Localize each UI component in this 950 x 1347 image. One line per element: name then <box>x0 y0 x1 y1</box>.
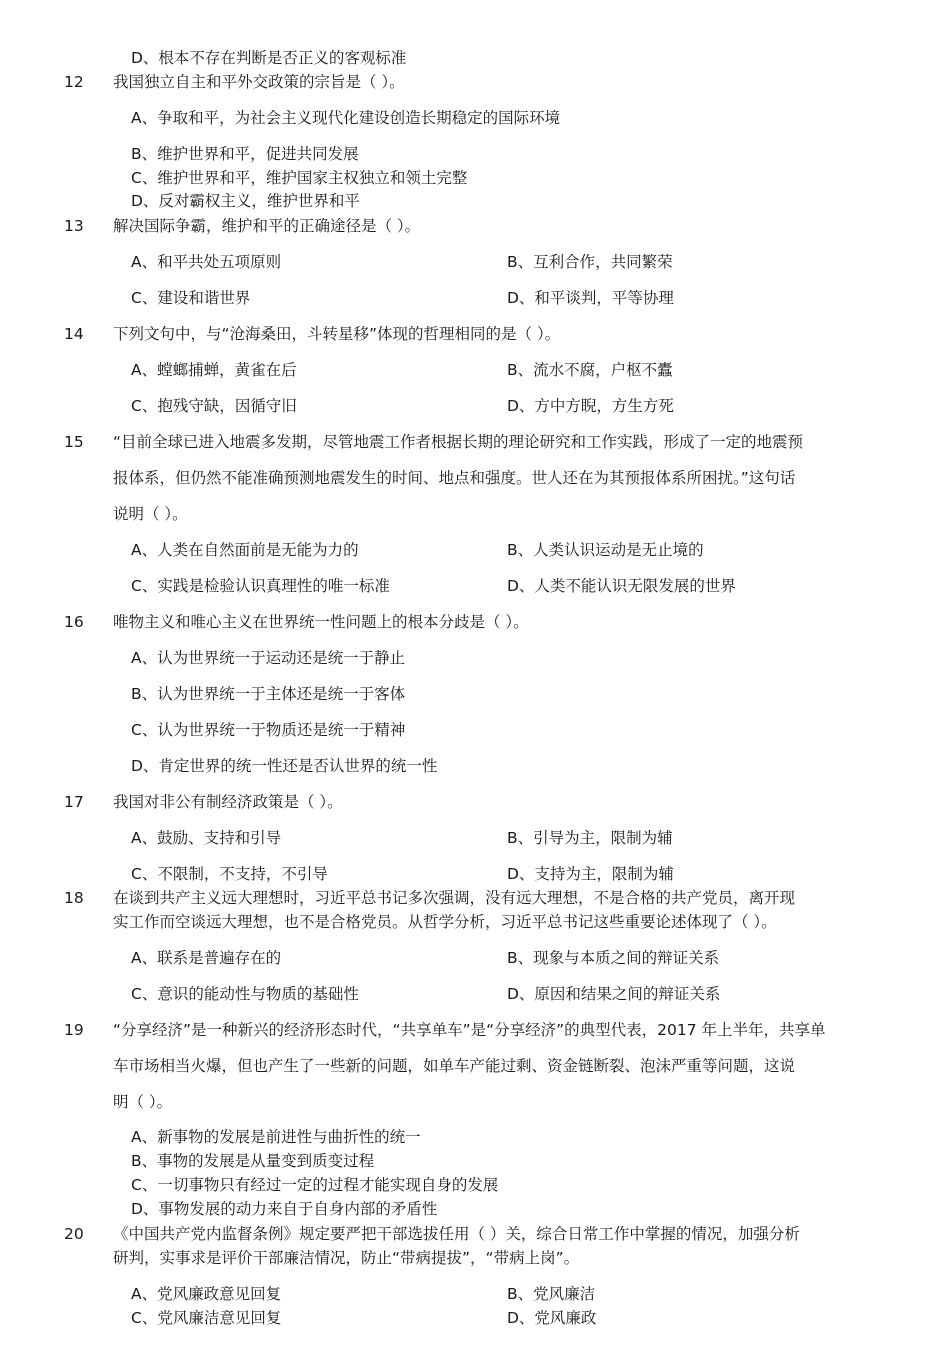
option-a[interactable]: A、党风廉政意见回复 <box>131 1285 282 1303</box>
question-number: 19 <box>64 1021 84 1039</box>
question-number: 20 <box>64 1225 84 1243</box>
question-number: 15 <box>64 433 84 451</box>
question-text: 《中国共产党内监督条例》规定要严把干部选拔任用（ ）关，综合日常工作中掌握的情况，加强分析 <box>113 1225 800 1243</box>
option-d[interactable]: D、方中方睨，方生方死 <box>507 397 674 415</box>
option-b[interactable]: B、党风廉洁 <box>507 1285 596 1303</box>
option-b[interactable]: B、事物的发展是从量变到质变过程 <box>131 1152 375 1170</box>
question-text: 报体系，但仍然不能准确预测地震发生的时间、地点和强度。世人还在为其预报体系所困扰。”这句话 <box>113 469 796 487</box>
option-d[interactable]: D、支持为主，限制为辅 <box>507 865 674 883</box>
option-c[interactable]: C、党风廉洁意见回复 <box>131 1309 282 1327</box>
option-b[interactable]: B、维护世界和平，促进共同发展 <box>131 145 359 163</box>
option-d[interactable]: D、和平谈判，平等协理 <box>507 289 674 307</box>
option-d[interactable]: D、党风廉政 <box>507 1309 597 1327</box>
option-c[interactable]: C、一切事物只有经过一定的过程才能实现自身的发展 <box>131 1176 499 1194</box>
option-b[interactable]: B、引导为主，限制为辅 <box>507 829 673 847</box>
question-number: 16 <box>64 613 84 631</box>
question-text: 我国独立自主和平外交政策的宗旨是（ ）。 <box>113 73 405 91</box>
question-text: 研判，实事求是评价干部廉洁情况，防止“带病提拔”，“带病上岗”。 <box>113 1249 580 1267</box>
question-text: 说明（ ）。 <box>113 505 188 523</box>
option-c[interactable]: C、抱残守缺，因循守旧 <box>131 397 297 415</box>
option-d[interactable]: D、人类不能认识无限发展的世界 <box>507 577 736 595</box>
option-b[interactable]: B、现象与本质之间的辩证关系 <box>507 949 720 967</box>
option-a[interactable]: A、鼓励、支持和引导 <box>131 829 282 847</box>
option-d[interactable]: D、原因和结果之间的辩证关系 <box>507 985 721 1003</box>
prev-option-d: D、根本不存在判断是否正义的客观标准 <box>131 49 407 67</box>
option-b[interactable]: B、人类认识运动是无止境的 <box>507 541 704 559</box>
question-number: 14 <box>64 325 84 343</box>
question-number: 18 <box>64 889 84 907</box>
question-number: 13 <box>64 217 84 235</box>
question-number: 17 <box>64 793 84 811</box>
option-a[interactable]: A、和平共处五项原则 <box>131 253 282 271</box>
option-b[interactable]: B、流水不腐，户枢不蠹 <box>507 361 673 379</box>
question-text: 解决国际争霸，维护和平的正确途径是（ ）。 <box>113 217 421 235</box>
option-d[interactable]: D、反对霸权主义，维护世界和平 <box>131 192 360 210</box>
option-c[interactable]: C、不限制，不支持，不引导 <box>131 865 328 883</box>
option-a[interactable]: A、新事物的发展是前进性与曲折性的统一 <box>131 1128 421 1146</box>
option-b[interactable]: B、认为世界统一于主体还是统一于客体 <box>131 685 406 703</box>
option-c[interactable]: C、建设和谐世界 <box>131 289 251 307</box>
option-c[interactable]: C、实践是检验认识真理性的唯一标准 <box>131 577 390 595</box>
option-c[interactable]: C、认为世界统一于物质还是统一于精神 <box>131 721 406 739</box>
question-text: 车市场相当火爆，但也产生了一些新的问题，如单车产能过剩、资金链断裂、泡沫严重等问题，这说 <box>113 1057 796 1075</box>
option-a[interactable]: A、联系是普遍存在的 <box>131 949 282 967</box>
question-text: 下列文句中，与“沧海桑田，斗转星移”体现的哲理相同的是（ ）。 <box>113 325 561 343</box>
option-a[interactable]: A、人类在自然面前是无能为力的 <box>131 541 359 559</box>
question-text: 在谈到共产主义远大理想时，习近平总书记多次强调，没有远大理想，不是合格的共产党员，离开现 <box>113 889 796 907</box>
question-text: 明（ ）。 <box>113 1093 173 1111</box>
question-text: 我国对非公有制经济政策是（ ）。 <box>113 793 343 811</box>
option-d[interactable]: D、事物发展的动力来自于自身内部的矛盾性 <box>131 1200 438 1218</box>
option-a[interactable]: A、螳螂捕蝉，黄雀在后 <box>131 361 297 379</box>
option-a[interactable]: A、认为世界统一于运动还是统一于静止 <box>131 649 406 667</box>
option-c[interactable]: C、意识的能动性与物质的基础性 <box>131 985 359 1003</box>
option-b[interactable]: B、互利合作，共同繁荣 <box>507 253 673 271</box>
question-text: “目前全球已进入地震多发期，尽管地震工作者根据长期的理论研究和工作实践，形成了一定的地震预 <box>113 433 804 451</box>
question-text: “分享经济”是一种新兴的经济形态时代，“共享单车”是“分享经济”的典型代表，2017 年上半年，共享单 <box>113 1021 826 1039</box>
question-text: 唯物主义和唯心主义在世界统一性问题上的根本分歧是（ ）。 <box>113 613 529 631</box>
option-c[interactable]: C、维护世界和平，维护国家主权独立和领土完整 <box>131 169 468 187</box>
option-a[interactable]: A、争取和平，为社会主义现代化建设创造长期稳定的国际环境 <box>131 109 561 127</box>
option-d[interactable]: D、肯定世界的统一性还是否认世界的统一性 <box>131 757 438 775</box>
question-text: 实工作而空谈远大理想，也不是合格党员。从哲学分析，习近平总书记这些重要论述体现了（ ）。 <box>113 913 777 931</box>
question-number: 12 <box>64 73 84 91</box>
